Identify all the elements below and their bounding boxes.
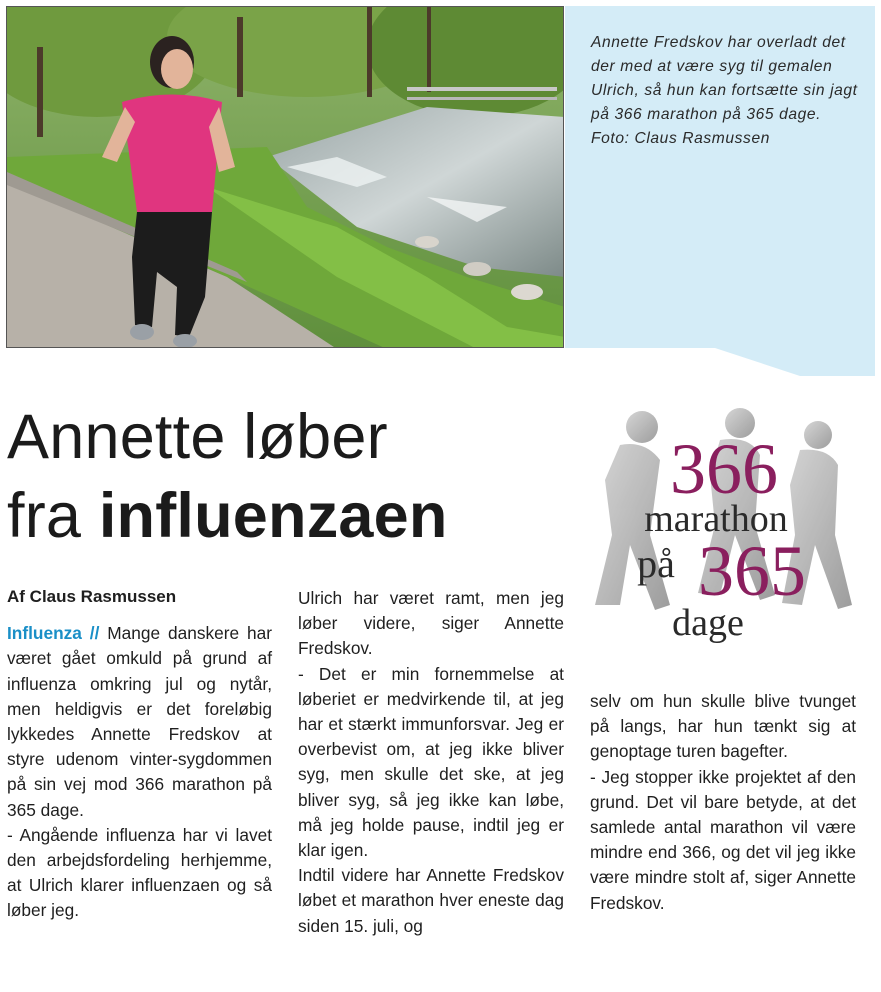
headline-line2-prefix: fra: [7, 481, 99, 551]
logo-word-paa: på: [637, 541, 675, 586]
article-photo: [6, 6, 564, 348]
headline-line1: Annette løber: [7, 402, 388, 472]
article-column-3: [590, 689, 856, 916]
headline: [7, 398, 582, 556]
article-column-2: [298, 586, 564, 939]
article-paragraph: selv om hun skulle blive tvunget på langs, har hun tænkt sig at genoptage turen bagefter.: [590, 691, 856, 762]
logo-number-365: 365: [698, 531, 806, 611]
article-paragraph: [7, 621, 272, 823]
photo-caption: Annette Fredskov har overladt det der med at være syg til gemalen Ulrich, så hun kan fortsætte sin jagt på 366 marathon på 365 dage. Foto: Claus Rasmussen: [591, 34, 858, 147]
byline: Af Claus Rasmussen: [7, 587, 177, 606]
paragraph-text: Mange danskere har været gået omkuld på grund af influenza omkring jul og nytår, men heldigvis er det foreløbig lykkedes Annette Fredskov at styre udenom vinter-sygdommen på sin vej mod 366 marathon på 365 dage.: [7, 623, 272, 820]
marathon-logo: [590, 405, 858, 667]
article-column-1: [7, 584, 272, 924]
kicker: Influenza //: [7, 623, 100, 644]
article-paragraph: - Jeg stopper ikke projektet af den grund. Det vil bare betyde, at det samlede antal marathon vil være mindre end 366, og det vil jeg ikke være mindre stolt af, siger Annette Fredskov.: [590, 766, 856, 913]
logo-word-dage: dage: [672, 602, 744, 644]
article-paragraph: - Angående influenza har vi lavet den arbejdsfordeling herhjemme, at Ulrich klarer influenzaen og så løber jeg.: [7, 824, 272, 921]
article-paragraph: - Det er min fornemmelse at løberiet er medvirkende til, at jeg har et stærkt immunforsvar. Jeg er overbevist om, at jeg ikke bliver syg, men skulle det ske, at jeg bliver syg, så jeg ikke kan løbe, må jeg holde pause, indtil jeg er klar igen.: [298, 663, 564, 861]
runner-photo: [7, 7, 564, 348]
headline-line2-bold: influenzaen: [98, 481, 448, 551]
article-paragraph: Ulrich har været ramt, men jeg løber videre, siger Annette Fredskov.: [298, 588, 564, 659]
runners-silhouette-icon: [590, 405, 858, 667]
caption-box: [565, 6, 875, 376]
logo-word-marathon: marathon: [644, 498, 788, 540]
logo-number-366: 366: [670, 429, 778, 509]
article-paragraph: Indtil videre har Annette Fredskov løbet et marathon hver eneste dag siden 15. juli, og: [298, 865, 564, 936]
